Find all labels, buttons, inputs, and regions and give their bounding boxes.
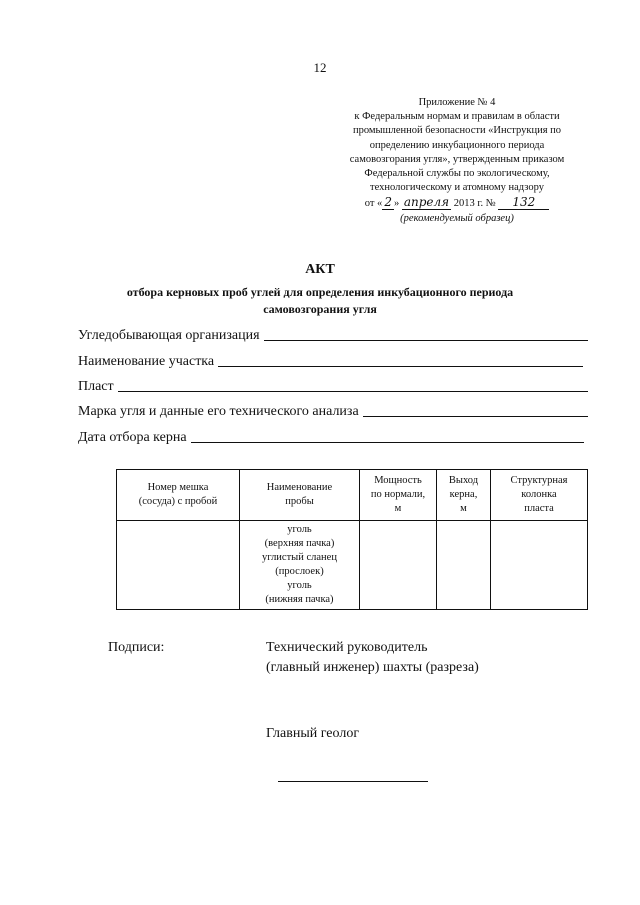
header-text: м (394, 503, 402, 514)
order-date-line (322, 195, 592, 211)
date-prefix: от « (364, 198, 383, 210)
field-organization (78, 328, 588, 344)
header-text: пробы (285, 496, 314, 507)
date-year: 2013 г. № (453, 198, 496, 210)
signatures-label: Подписи: (108, 640, 165, 655)
appendix-line: Федеральной службы по экологическому, (364, 168, 550, 180)
field-seam (78, 379, 588, 395)
header-text: по нормали, (370, 489, 426, 500)
page-number: 12 (313, 60, 327, 75)
header-text: Мощность (374, 475, 422, 486)
header-text: керна, (449, 489, 478, 500)
header-text: Наименование (266, 482, 333, 493)
header-thickness (360, 470, 437, 521)
field-label: Наименование участка (78, 354, 215, 369)
role-title: (главный инженер) шахты (разреза) (266, 660, 479, 675)
sample-name-line: (верхняя пачка) (264, 538, 335, 549)
fill-line[interactable] (218, 354, 583, 367)
sample-name-line: (прослоек) (275, 566, 324, 577)
handwritten-month: апреля (403, 195, 450, 210)
header-text: (сосуда) с пробой (138, 496, 218, 507)
sample-name-line: уголь (287, 580, 312, 591)
cell-core-yield[interactable] (437, 521, 491, 610)
header-text: Выход (448, 475, 479, 486)
header-text: Структурная (510, 475, 568, 486)
field-label: Пласт (78, 379, 114, 394)
appendix-line: Приложение № 4 (418, 97, 496, 108)
header-core-yield (437, 470, 491, 521)
header-text: Номер мешка (147, 482, 209, 493)
sample-note: (рекомендуемый образец) (400, 212, 514, 224)
header-bag-number (117, 470, 240, 521)
sample-name-line: уголь (287, 524, 312, 535)
date-mid: » (393, 198, 400, 210)
header-text: пласта (524, 503, 554, 514)
fill-line[interactable] (191, 430, 584, 443)
field-label: Дата отбора керна (78, 430, 187, 445)
header-text: колонка (521, 489, 557, 500)
field-core-date (78, 430, 584, 446)
title-main: АКТ (305, 262, 335, 277)
fill-line[interactable] (363, 404, 588, 417)
field-section (78, 354, 583, 370)
title-subtitle-2: самовозгорания угля (263, 302, 377, 316)
field-label: Марка угля и данные его технического анализа (78, 404, 359, 419)
title-subtitle-1: отбора керновых проб углей для определения инкубационного периода (126, 285, 514, 299)
field-coal-grade (78, 404, 588, 420)
appendix-line: определению инкубационного периода (369, 139, 545, 151)
appendix-line: технологическому и атомному надзору (370, 182, 544, 194)
header-structural-column (491, 470, 588, 521)
table-header-row (117, 470, 588, 521)
appendix-line: самовозгорания угля», утвержденным приказом (349, 153, 565, 165)
cell-bag-number[interactable] (117, 521, 240, 610)
signature-line[interactable] (278, 781, 428, 782)
signature-chief-geologist: Главный геолог (266, 726, 360, 741)
cell-structural-column[interactable] (491, 521, 588, 610)
cell-sample-name (240, 521, 360, 610)
role-title: Технический руководитель (266, 640, 428, 655)
header-sample-name (240, 470, 360, 521)
document-title (0, 262, 640, 318)
core-sample-table (116, 469, 588, 610)
handwritten-day: 2 (384, 195, 392, 210)
handwritten-order-number: 132 (498, 195, 549, 210)
field-label: Угледобывающая организация (78, 328, 260, 343)
sample-name-line: углистый сланец (262, 552, 337, 563)
cell-thickness[interactable] (360, 521, 437, 610)
fill-line[interactable] (264, 328, 588, 341)
signature-technical-director (266, 638, 479, 678)
appendix-line: к Федеральным нормам и правилам в области (354, 111, 560, 123)
header-text: м (460, 503, 467, 514)
appendix-reference (322, 96, 592, 226)
sample-name-line: (нижняя пачка) (265, 594, 334, 605)
fill-line[interactable] (118, 379, 588, 392)
table-row (117, 521, 588, 610)
appendix-line: промышленной безопасности «Инструкция по (352, 125, 562, 137)
